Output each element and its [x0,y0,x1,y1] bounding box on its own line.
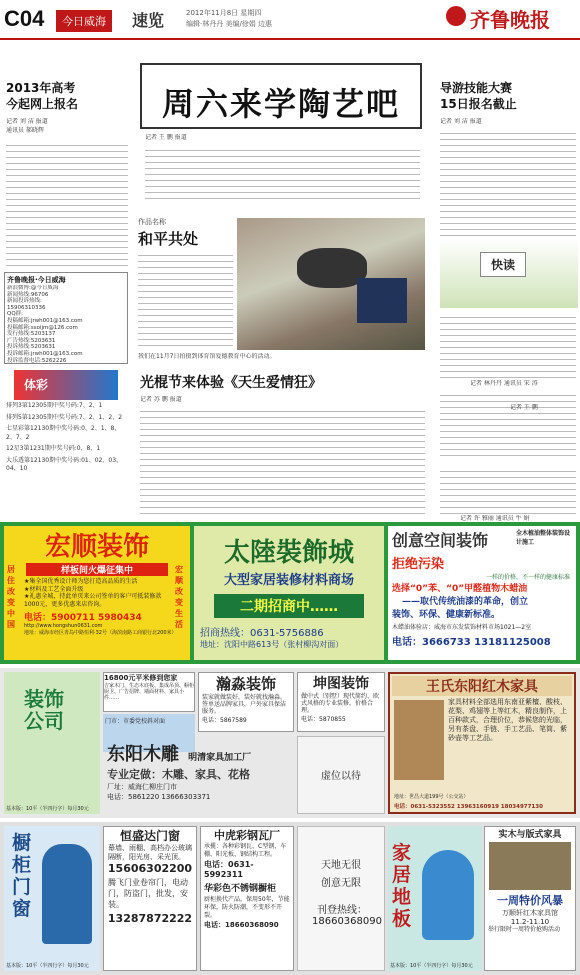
feature-title: 和平共处 [138,230,199,248]
ad-zhonghu: 中虎彩钢瓦厂 承揽：各种彩钢瓦、C型钢、车棚、阳光板、钢结构工程。 电话：0631-5992311 华彩色不锈钢橱柜 厨柜换代产品，保用50年，节能环保，防火防潮，不变形不开裂。 电话：18660368090 [200,826,294,971]
lottery-line: 大乐透第12130期中奖号码:01、02、03、04、10 [6,456,123,472]
furniture-image [394,700,444,780]
ad-dongyang: 东阳木雕 明清家具加工厂 专业定做：木雕、家具、花格 厂址：威海仁柳庄门市 电话：5861220 13666303371 [107,744,252,801]
ad-tiandi: 天地无很 创意无限 刊登热线：18660368090 [297,826,385,971]
right-headline: 导游技能大赛 15日报名截止 [440,81,517,111]
worker-illustration [42,844,92,944]
lottery-line: 12星3第1231期中奖号码:0、8、1 [6,445,101,452]
lottery-line: 排列3第12305期中奖号码:7、2、1 [6,402,103,409]
newspaper-brand: 齐鲁晚报 [470,8,550,32]
feature-photo [237,218,425,350]
ad-zhuangshi: 装饰公司 基本版：10平（半四行字）每月30元 [4,672,100,814]
ad-vacancy: 虚位以待 [297,736,385,814]
ad-jiaji: 16800元平米修到您家 吉家木门、生态木底板、集成吊顶、橱柜厨卫、广告招牌、墙面材料、家具小件…… [103,672,195,712]
kuaidu-byline: 记者 林丹丹 通讯员 宋 涛 [470,380,538,387]
ad-chuangyi: 创意空间装饰 全木植油整体装饰设计施工 拒绝污染 一样的价格，不一样的健康标准 选择“0”苯、“0”甲醛植物木蜡油 ——取代传统油漆的革命，创立 装饰、环保、健康新标准。 木蜡油体验店：威海市东发装饰材料市场1021—2室 电话：3666733 13181125008 [388,526,576,660]
lottery-line: 七星彩第12130期中奖号码:0、2、1、8、2、7、2 [6,425,121,441]
page-number: C04 [4,6,45,31]
furniture-image [489,842,571,890]
ad-dongyang-extra: 门市：市委党校斜对面 [103,714,195,752]
right-brief-body [440,390,576,460]
lottery-results [6,402,128,477]
info-box: 齐鲁晚报·今日威海 新浪微博:@今日威海 新闻热线:96706 新闻投诉热线: 15906310336 QQ群: 投稿邮箱:jrwh001@163.com 投稿邮箱:ssoijm@126.com 发行热线:5203137 广告热线:5203631 投诉热线:5203631 投诉邮箱:jrwh001@163.com 投诉监督电话:5262226 [4,272,128,364]
feature-kicker: 作品名称 [138,218,166,226]
feature-caption: 我们在11月7日拍摄到体育馆爱德教育中心的活动。 [138,353,276,360]
ad-diban: 家居地板 基本版：10平（半四行字）每月30元 [388,826,482,971]
ad-hengshengda: 恒盛达门窗 幕墙、雨棚、高档办公玻璃隔断，阳光房、采光顶。 15606302200 腾飞门业卷帘门，电动门，防盗门，批发，安装。 13287872222 [103,826,197,971]
section-tag: 今日威海 [56,10,112,32]
ad-kuntu: 坤图装饰 做中式（别墅）现代简约、欧式风格的专业装修，价格合理。 电话：5870855 [297,672,385,732]
headline: 周六来学陶艺吧 [161,85,400,123]
feature2-body [140,406,425,516]
ad-hongmu: 王氏东阳红木家具 家具材料全部选用东南亚紫檀、酸枝、花梨、鸡翅等上等红木，精良制作，上百种款式，合理价位，恭候您的光临，另有茶盘、手链、手工艺品、笔筒、紫砂壶等工艺品。 地址：世昌大道199号（公交站） 电话：0631-5323552 13963160919 18034977130 [388,672,576,814]
feature2-title: 光棍节来体验《天生爱情狂》 [140,375,322,391]
ad-chugui: 橱柜门窗 基本版：10平（半四行字）每月30元 [4,826,100,971]
right-brief2-body [440,466,576,514]
ad-line: ★材料及工艺全面升级 [24,585,84,593]
lottery-line: 排列5第12305期中奖号码:7、2、1、2、2 [6,413,123,421]
left-article-body [6,140,128,268]
ad-shimu: 实木与版式家具 一周特价风暴 万顺轩红木家具馆 11.2-11.10 举行限时一周特价抢购活动 [484,826,576,971]
headline-byline: 记者 王 鹏 报道 [145,134,187,141]
headline-box [140,63,422,129]
left-byline: 记者 刘 洁 报道 通讯员 郝晓辉 [6,118,48,134]
worker-illustration [422,850,474,940]
ad-hongshun: 宏顺装饰 样板间火爆征集中 ★集全国优秀设计师为您打造高品质的生活 ★材料及工艺全面升级 ★礼惠全城，持此单页来公司签单的客户可抵装修款1000元，更多优惠来店咨询。 电话：5900711 5980434 http://www.hongshun0631.com 地址：威海市经区青岛中路恒利·32号（海滨南路工商银行北200米） 居住 改变 中国 宏顺 改变 生活 [4,526,190,660]
brand-icon [446,6,466,26]
kuaidu-banner: 快读 [440,238,578,308]
headline-body [145,145,420,201]
brief-byline: 记者 王 鹏 [510,404,538,411]
issue-date: 2012年11月8日 星期四 编辑·林丹丹 美编/徐娟 边惠 [186,9,273,28]
section-title: 速览 [132,11,165,30]
feature2-byline: 记者 苏 鹏 报道 [140,396,182,403]
left-headline: 2013年高考 今起网上报名 [6,81,79,111]
ad-line: ★集全国优秀设计师为您打造高品质的生活 [24,578,138,585]
ad-hanmiao: 瀚淼装饰 装家就做装好，装好就找瀚淼。签单送品牌家具，户外家具保洁服务。 电话：5867589 [198,672,294,732]
right-article-body [440,128,576,240]
right-byline: 记者 刘 洁 报道 [440,118,482,125]
ad-line: ★礼惠全城，持此单页来公司签单的客户可抵装修款1000元，更多优惠来店咨询。 [24,593,162,608]
ad-dalu: 太陸裝飾城 大型家居装修材料商场 二期招商中…… 招商热线：0631-5756886 地址：沈阳中路613号（张村柳沟对面） [194,526,384,660]
lottery-logo: 体彩 [14,370,118,400]
feature-body [138,250,233,350]
brief2-byline: 记者 许 雅丽 通讯员 牛 娟 [460,515,530,522]
kuaidu-body [440,312,576,380]
